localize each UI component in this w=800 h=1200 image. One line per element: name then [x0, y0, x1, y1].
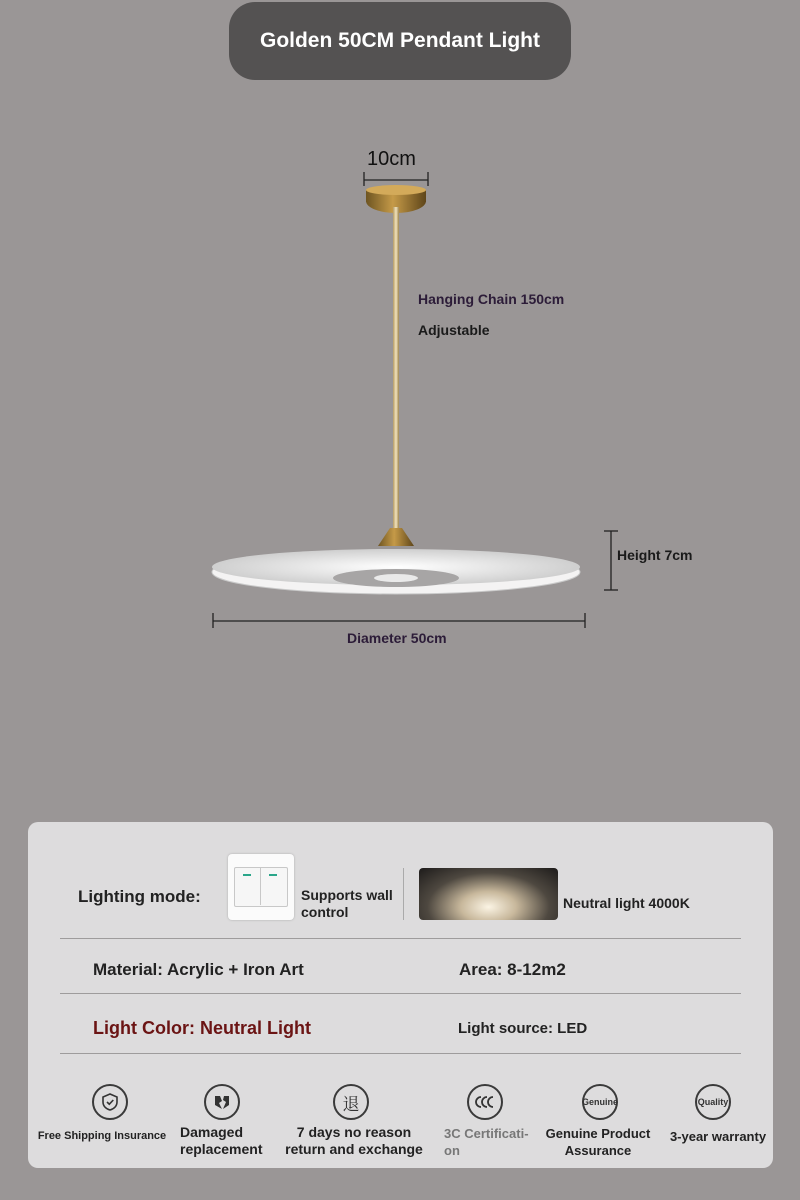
wall-control-caption-line2: control [301, 904, 349, 920]
feature-label: on [444, 1143, 460, 1158]
feature-label: Damaged [180, 1124, 244, 1140]
row-divider [60, 938, 741, 939]
feature-label: 7 days no reason [296, 1124, 412, 1140]
canopy-width-label: 10cm [367, 148, 416, 170]
wall-control-caption-line1: Supports wall [301, 887, 393, 903]
damage-icon [204, 1084, 240, 1120]
feature-3c-certification [444, 1125, 544, 1159]
feature-label: replacement [180, 1141, 263, 1157]
chain-adjustable-label: Adjustable [418, 322, 490, 338]
light-color-text: Light Color: Neutral Light [93, 1018, 311, 1038]
feature-label: return and exchange [285, 1141, 423, 1157]
chain-length-label: Hanging Chain 150cm [418, 291, 565, 307]
diameter-label: Diameter 50cm [347, 630, 447, 646]
wall-switch-icon [228, 854, 294, 920]
ccc-icon [467, 1084, 503, 1120]
feature-label: Free Shipping Insurance [37, 1130, 167, 1142]
area-text: Area: 8-12m2 [459, 960, 566, 979]
lighting-mode-label: Lighting mode: [78, 887, 201, 906]
feature-label: Assurance [564, 1143, 632, 1158]
feature-label: 3C Certificati- [444, 1126, 529, 1141]
row-divider [60, 1053, 741, 1054]
wall-control-caption [301, 887, 393, 921]
light-source-text: Light source: LED [458, 1020, 588, 1037]
quality-icon: Quality [695, 1084, 731, 1120]
feature-label: 3-year warranty [669, 1129, 767, 1144]
neutral-light-swatch [419, 868, 558, 920]
feature-genuine-product [540, 1125, 656, 1159]
material-text: Material: Acrylic + Iron Art [93, 960, 304, 979]
genuine-icon: Genuine [582, 1084, 618, 1120]
feature-free-shipping [32, 1128, 172, 1145]
height-label: Height 7cm [617, 547, 693, 563]
feature-seven-day-return [276, 1124, 432, 1158]
shield-icon [92, 1084, 128, 1120]
neutral-light-caption: Neutral light 4000K [563, 895, 690, 911]
feature-label: Genuine Product [545, 1126, 651, 1141]
return-icon: 退 [333, 1084, 369, 1120]
divider [403, 868, 404, 920]
feature-damaged-replacement [162, 1124, 282, 1158]
spec-card [28, 822, 773, 1168]
feature-warranty [658, 1128, 778, 1145]
page-title-text: Golden 50CM Pendant Light [259, 29, 540, 52]
row-divider [60, 993, 741, 994]
